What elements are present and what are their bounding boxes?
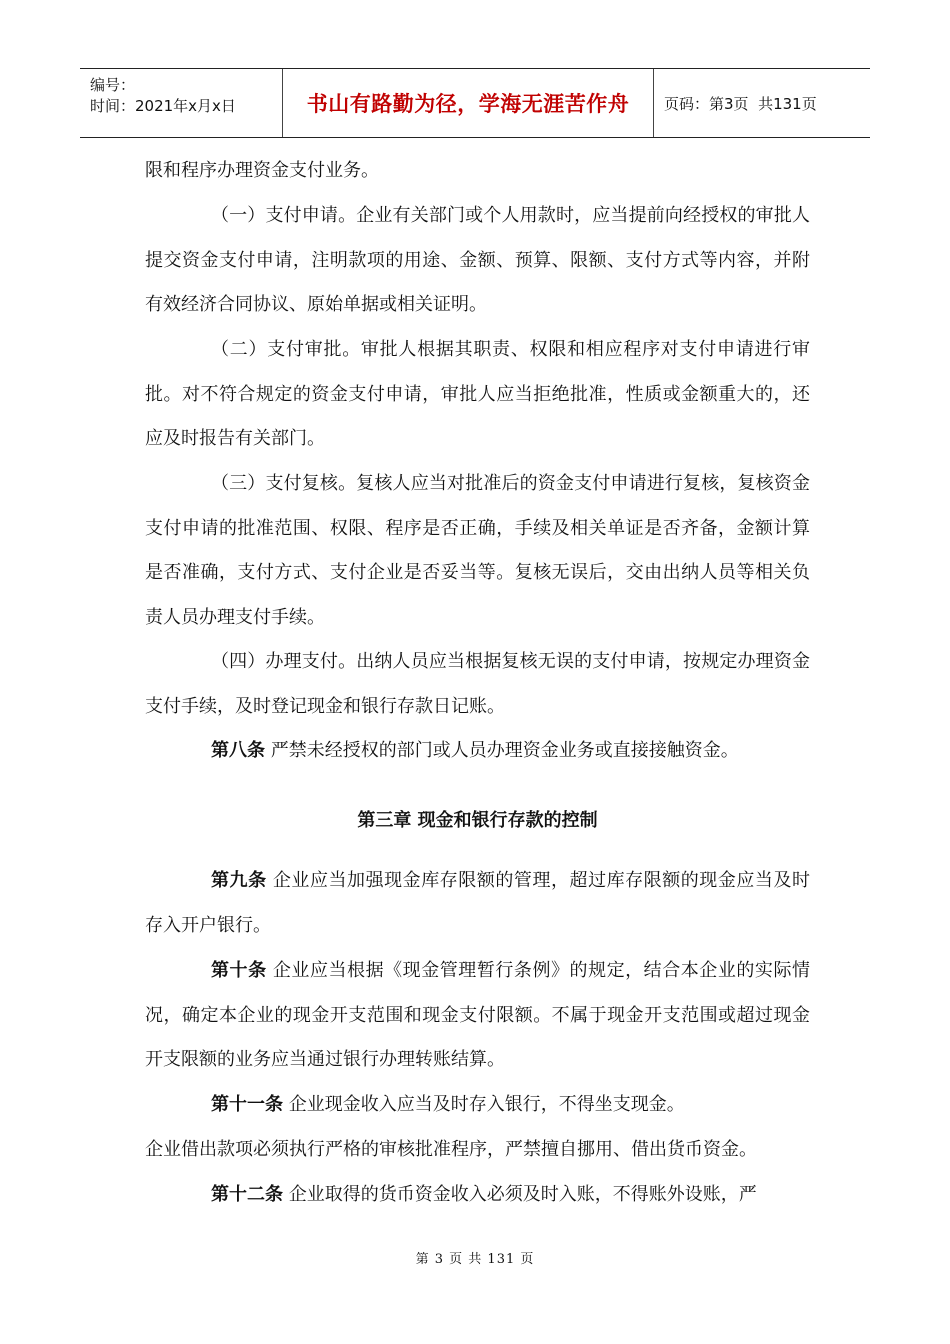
article-8 <box>145 729 810 774</box>
page-header <box>80 68 870 138</box>
header-meta <box>80 69 282 137</box>
paragraph-payment-application: （一）支付申请。企业有关部门或个人用款时，应当提前向经授权的审批人提交资金支付申请，注明款项的用途、金额、预算、限额、支付方式等内容，并附有效经济合同协议、原始单据或相关证明。 <box>145 205 810 315</box>
article-10-text: 企业应当根据《现金管理暂行条例》的规定，结合本企业的实际情况，确定本企业的现金开支范围和现金支付限额。不属于现金开支范围或超过现金开支限额的业务应当通过银行办理转账结算。 <box>145 960 811 1070</box>
document-time-label: 时间：2021年x月x日 <box>90 97 236 115</box>
page-footer: 第 3 页 共 131 页 <box>415 1252 535 1267</box>
paragraph-payment-review: （三）支付复核。复核人应当对批准后的资金支付申请进行复核，复核资金支付申请的批准范围、权限、程序是否正确，手续及相关单证是否齐备，金额计算是否准确，支付方式、支付企业是否妥当等。复核无误后，交由出纳人员等相关负责人员办理支付手续。 <box>145 473 810 628</box>
article-9 <box>145 859 810 948</box>
article-8-label: 第八条 <box>211 740 265 761</box>
header-motto <box>282 69 654 137</box>
paragraph-loan-control: 企业借出款项必须执行严格的审核批准程序，严禁擅自挪用、借出货币资金。 <box>145 1139 757 1160</box>
paragraph-continued: 限和程序办理资金支付业务。 <box>145 160 379 181</box>
chapter-title: 第三章 现金和银行存款的控制 <box>357 810 598 831</box>
header-page-info <box>654 69 870 137</box>
motto-text: 书山有路勤为径，学海无涯苦作舟 <box>306 92 630 116</box>
article-11 <box>145 1083 810 1128</box>
document-number-label: 编号： <box>90 76 136 94</box>
article-9-text: 企业应当加强现金库存限额的管理，超过库存限额的现金应当及时存入开户银行。 <box>145 870 811 936</box>
article-10 <box>145 949 810 1083</box>
paragraph-payment-approval: （二）支付审批。审批人根据其职责、权限和相应程序对支付申请进行审批。对不符合规定的资金支付申请，审批人应当拒绝批准，性质或金额重大的，还应及时报告有关部门。 <box>145 339 810 449</box>
article-12 <box>145 1173 810 1218</box>
page-count-label: 页码：第3页 共131页 <box>664 94 817 113</box>
article-12-text: 企业取得的货币资金收入必须及时入账，不得账外设账，严 <box>283 1184 757 1205</box>
article-11-text: 企业现金收入应当及时存入银行，不得坐支现金。 <box>283 1094 685 1115</box>
paragraph-payment-execution: （四）办理支付。出纳人员应当根据复核无误的支付申请，按规定办理资金支付手续，及时登记现金和银行存款日记账。 <box>145 651 810 717</box>
article-9-label: 第九条 <box>211 870 267 891</box>
article-11-label: 第十一条 <box>211 1094 283 1115</box>
article-12-label: 第十二条 <box>211 1184 283 1205</box>
article-10-label: 第十条 <box>211 960 267 981</box>
article-8-text: 严禁未经授权的部门或人员办理资金业务或直接接触资金。 <box>265 740 739 761</box>
